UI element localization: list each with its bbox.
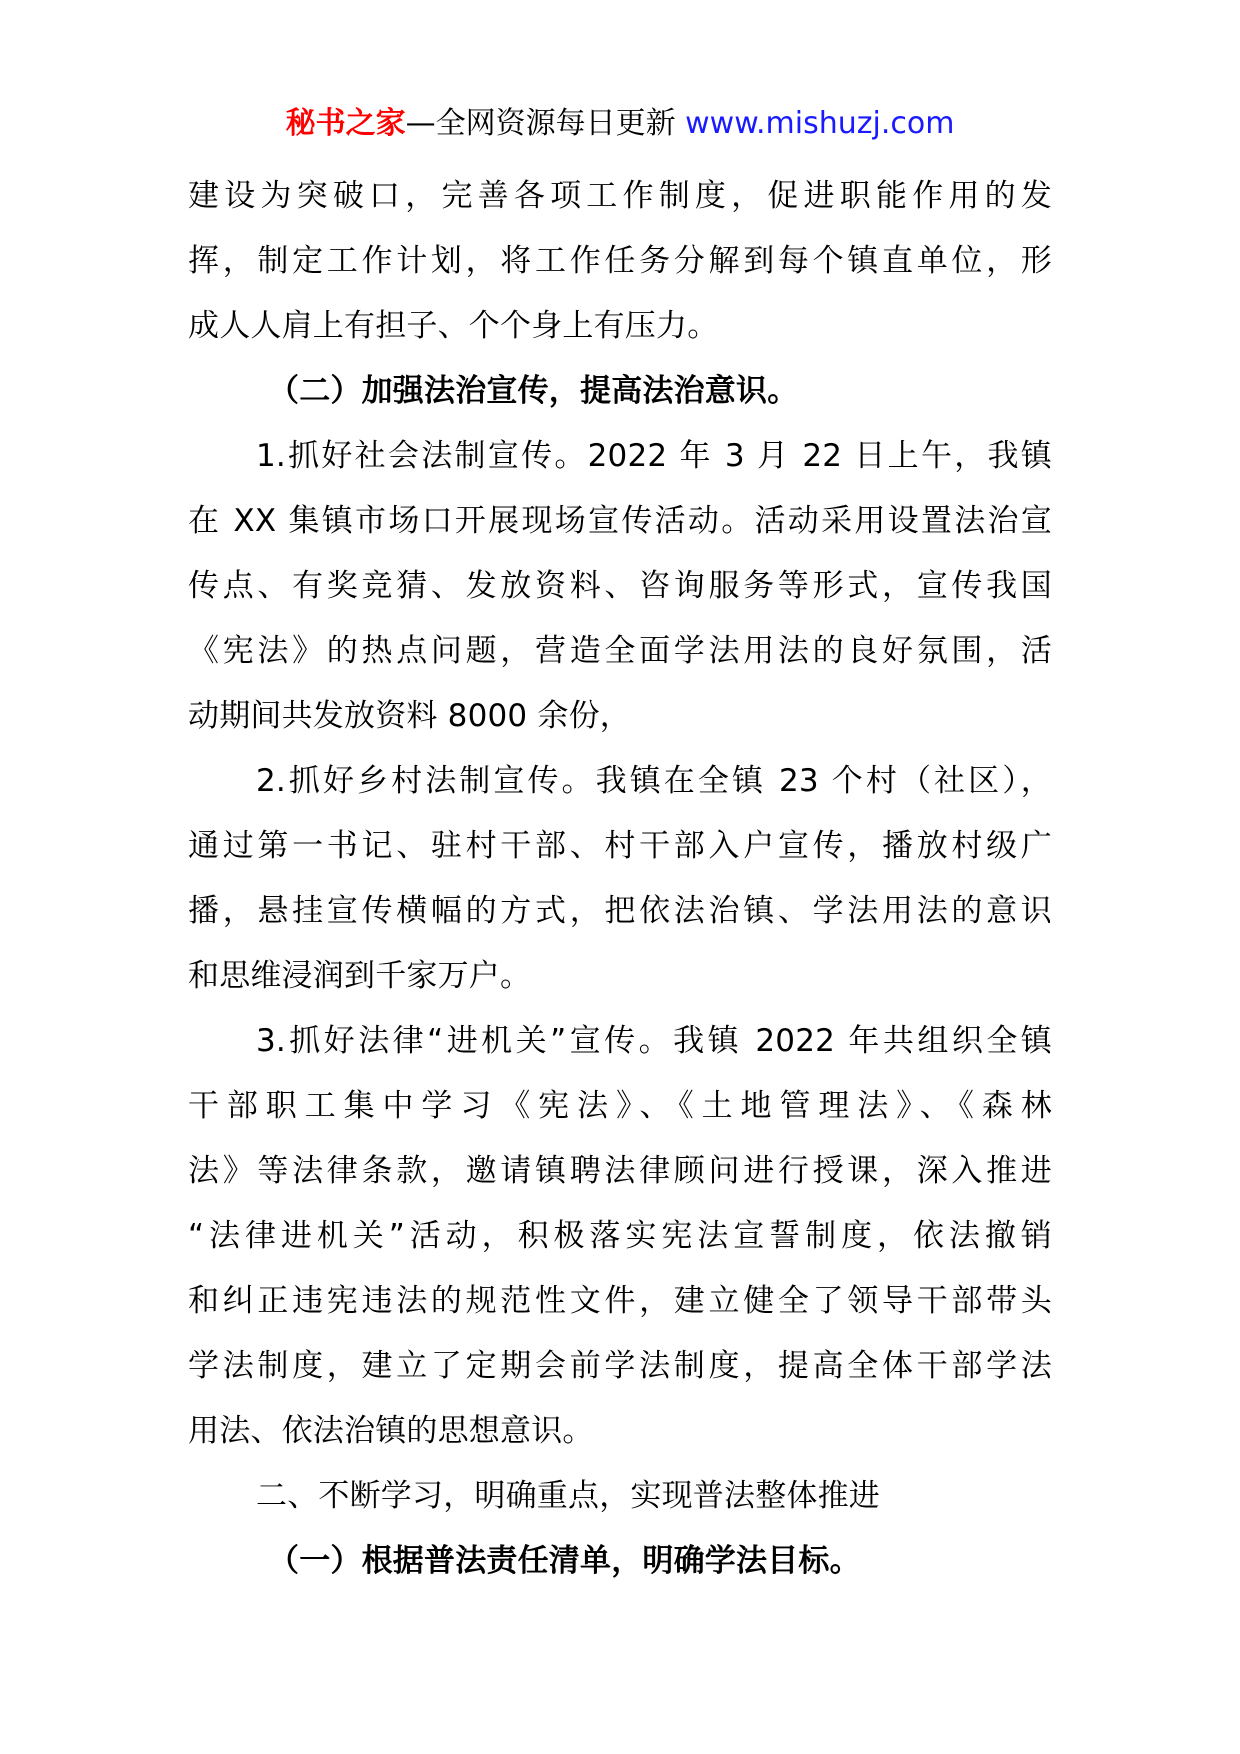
text-line: 用法、依法治镇的思想意识。 bbox=[188, 1413, 594, 1449]
text-line: 法》等法律条款，邀请镇聘法律顾问进行授课，深入推进 bbox=[188, 1153, 1052, 1189]
header-tagline: —全网资源每日更新 bbox=[405, 106, 686, 141]
text-line: 在 XX 集镇市场口开展现场宣传活动。活动采用设置法治宣 bbox=[188, 503, 1052, 539]
text-line: 和纠正违宪违法的规范性文件，建立健全了领导干部带头 bbox=[188, 1283, 1052, 1319]
text-line: 建设为突破口，完善各项工作制度，促进职能作用的发 bbox=[188, 178, 1052, 214]
text-line: 通过第一书记、驻村干部、村干部入户宣传，播放村级广 bbox=[188, 828, 1052, 864]
text-line: 播，悬挂宣传横幅的方式，把依法治镇、学法用法的意识 bbox=[188, 893, 1052, 929]
section-heading: 二、不断学习，明确重点，实现普法整体推进 bbox=[256, 1478, 880, 1514]
text-line: 和思维浸润到千家万户。 bbox=[188, 958, 532, 994]
text-line: 2.抓好乡村法制宣传。我镇在全镇 23 个村（社区）， bbox=[256, 763, 1052, 799]
text-line: 1.抓好社会法制宣传。2022 年 3 月 22 日上午，我镇 bbox=[256, 438, 1052, 474]
text-line: 3.抓好法律“进机关”宣传。我镇 2022 年共组织全镇 bbox=[256, 1023, 1052, 1059]
text-line: 传点、有奖竞猜、发放资料、咨询服务等形式，宣传我国 bbox=[188, 568, 1052, 604]
subsection-heading: （二）加强法治宣传，提高法治意识。 bbox=[268, 373, 799, 409]
document-body bbox=[188, 164, 1052, 1594]
brand-name: 秘书之家 bbox=[285, 106, 406, 141]
text-line: 成人人肩上有担子、个个身上有压力。 bbox=[188, 308, 719, 344]
page-header bbox=[0, 102, 1240, 146]
text-line: 动期间共发放资料 8000 余份， bbox=[188, 698, 631, 734]
subsection-heading: （一）根据普法责任清单，明确学法目标。 bbox=[268, 1543, 861, 1579]
website-link[interactable]: www.mishuzj.com bbox=[685, 106, 955, 141]
text-line: 干部职工集中学习《宪法》、《土地管理法》、《森林 bbox=[188, 1088, 1052, 1124]
text-line: “法律进机关”活动，积极落实宪法宣誓制度，依法撤销 bbox=[188, 1218, 1052, 1254]
text-line: 学法制度，建立了定期会前学法制度，提高全体干部学法 bbox=[188, 1348, 1052, 1384]
text-line: 《宪法》的热点问题，营造全面学法用法的良好氛围，活 bbox=[188, 633, 1052, 669]
text-line: 挥，制定工作计划，将工作任务分解到每个镇直单位，形 bbox=[188, 243, 1052, 279]
